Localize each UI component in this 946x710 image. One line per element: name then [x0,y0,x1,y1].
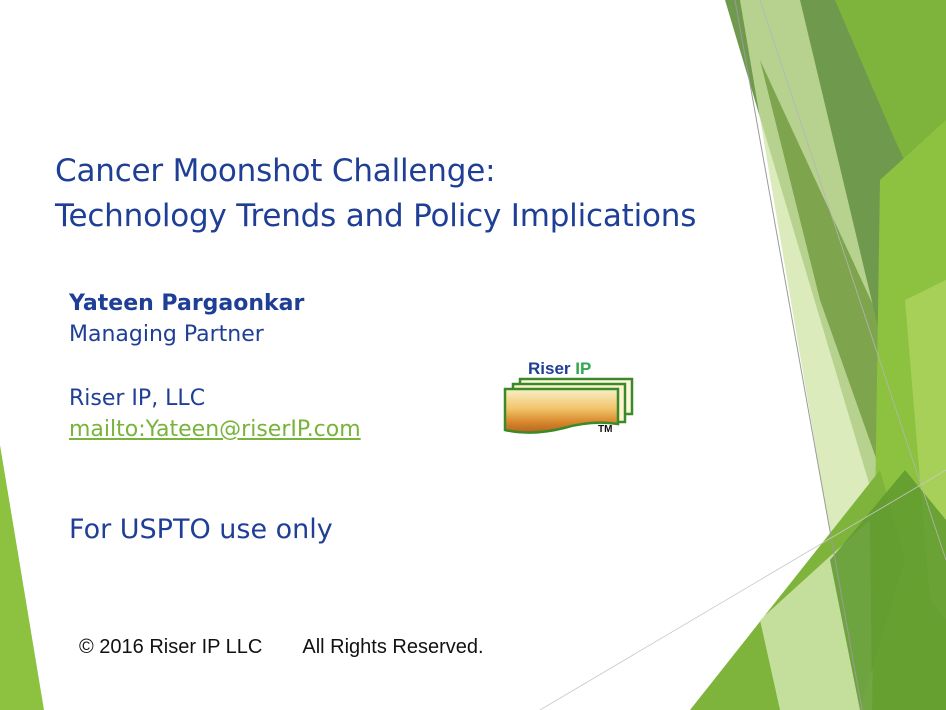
logo-trademark: TM [598,424,613,435]
slide-title-line-1: Cancer Moonshot Challenge: [55,153,496,189]
company-name: Riser IP, LLC [69,386,206,411]
rights-text: All Rights Reserved. [302,636,484,658]
facet-left-wedge [0,445,44,710]
slide-title-line-2: Technology Trends and Policy Implications [55,198,697,234]
email-link[interactable]: mailto:Yateen@riserIP.com [69,417,361,442]
presenter-role: Managing Partner [69,322,264,347]
copyright-footer [79,636,484,659]
copyright-text: © 2016 Riser IP LLC [79,636,263,658]
presenter-name: Yateen Pargaonkar [69,291,305,316]
usage-note: For USPTO use only [69,514,333,545]
riser-ip-logo [502,358,642,444]
logo-brand: Riser [528,359,571,378]
logo-brand-accent: IP [575,359,592,378]
logo-stacked-frames-icon [502,358,642,444]
